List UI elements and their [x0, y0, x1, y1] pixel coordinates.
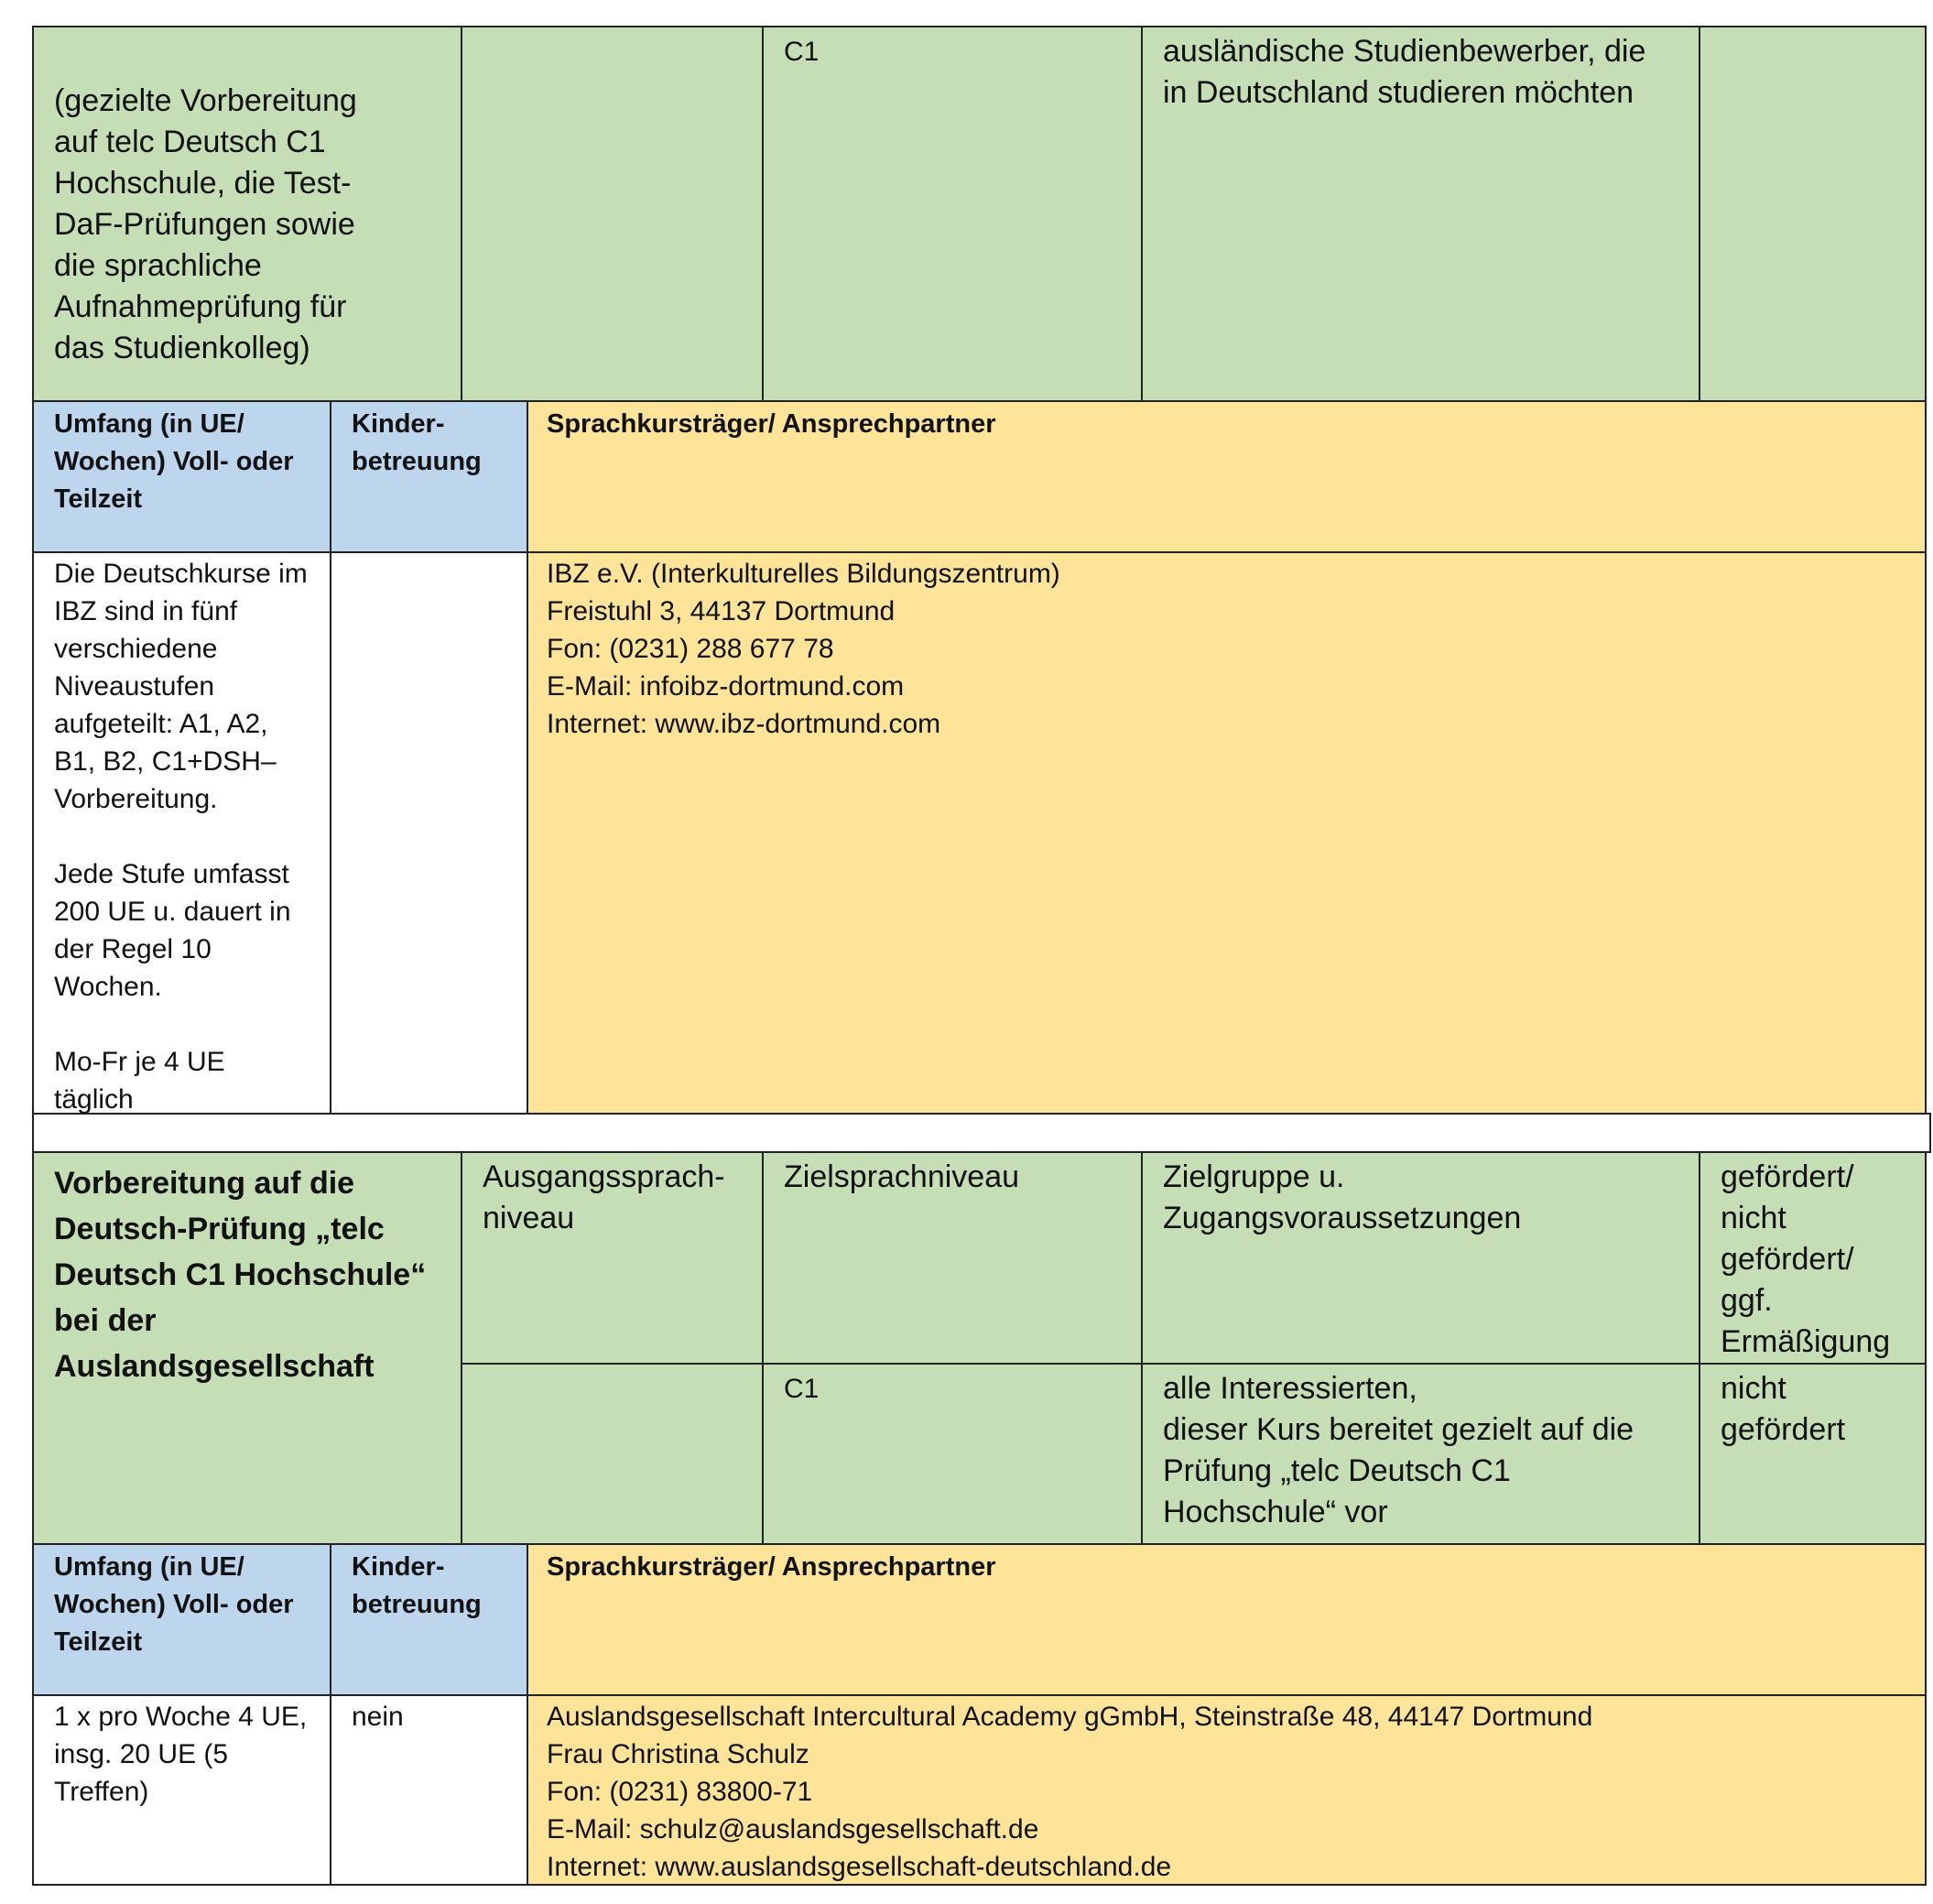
s2-funding-header: gefördert/ nicht gefördert/ ggf. Ermäßigung — [1721, 1159, 1891, 1359]
s1-childcare-header: Kinder- betreuung — [352, 409, 482, 476]
s2-target-level: C1 — [784, 1374, 820, 1404]
s2-childcare: nein — [352, 1702, 404, 1732]
s2-provider: Auslandsgesellschaft Intercultural Academy gGmbH, Steinstraße 48, 44147 Dortmund Frau Christina Schulz Fon: (0231) 83800-71 E-Mail: schulz@auslandsgesellschaft.de Internet: www.auslandsgesellschaft-deutschland.de — [547, 1702, 1593, 1882]
s2-funding-header-cell — [1699, 1151, 1927, 1365]
s2-scope-cell — [32, 1694, 331, 1886]
s1-target-group: ausländische Studienbewerber, die in Deutschland studieren möchten — [1163, 34, 1646, 110]
s1-childcare-header-cell — [330, 400, 528, 553]
s1-provider-header: Sprachkursträger/ Ansprechpartner — [547, 409, 996, 439]
s2-title-cell — [32, 1151, 462, 1545]
s2-target-group-header-cell — [1141, 1151, 1700, 1365]
s2-title: Vorbereitung auf die Deutsch-Prüfung „telc Deutsch C1 Hochschule“ bei der Auslandsgesellschaft — [54, 1166, 427, 1384]
s2-target-group-header: Zielgruppe u. Zugangsvoraussetzungen — [1163, 1159, 1522, 1235]
s2-provider-cell — [527, 1694, 1927, 1886]
s2-funding: nicht gefördert — [1721, 1371, 1846, 1447]
s1-provider-cell — [527, 551, 1927, 1115]
s2-childcare-cell — [330, 1694, 528, 1886]
s1-start-level-cell — [461, 26, 764, 402]
s2-start-level-header-cell — [461, 1151, 764, 1365]
s2-funding-cell — [1699, 1363, 1927, 1545]
s2-provider-header: Sprachkursträger/ Ansprechpartner — [547, 1552, 996, 1582]
s2-scope-header-cell — [32, 1543, 331, 1696]
s2-childcare-header-cell — [330, 1543, 528, 1696]
s1-course-desc: (gezielte Vorbereitung auf telc Deutsch C1 Hochschule, die Test- DaF-Prüfungen sowie die sprachliche Aufnahmeprüfung für das Studienkolleg) — [54, 83, 357, 365]
s1-provider: IBZ e.V. (Interkulturelles Bildungszentrum) Freistuhl 3, 44137 Dortmund Fon: (0231) 288 677 78 E-Mail: infoibz-dortmund.com Internet: www.ibz-dortmund.com — [547, 559, 1060, 739]
s2-target-level-cell — [762, 1363, 1143, 1545]
s1-target-group-cell — [1141, 26, 1700, 402]
s1-course-desc-cell — [32, 26, 462, 402]
s2-target-level-header-cell — [762, 1151, 1143, 1365]
s1-target-level: C1 — [784, 37, 820, 67]
s1-scope-cell — [32, 551, 331, 1115]
s1-scope-header: Umfang (in UE/ Wochen) Voll- oder Teilzeit — [54, 409, 294, 514]
spacer-row — [32, 1113, 1931, 1153]
s2-target-group: alle Interessierten, dieser Kurs bereitet gezielt auf die Prüfung „telc Deutsch C1 Hochschule“ vor — [1163, 1371, 1634, 1529]
s1-target-level-cell — [762, 26, 1143, 402]
s2-scope: 1 x pro Woche 4 UE, insg. 20 UE (5 Treffen) — [54, 1702, 308, 1807]
s2-childcare-header: Kinder- betreuung — [352, 1552, 482, 1619]
s2-provider-header-cell — [527, 1543, 1927, 1696]
s1-childcare-cell — [330, 551, 528, 1115]
s1-scope-header-cell — [32, 400, 331, 553]
s1-funding-cell — [1699, 26, 1927, 402]
s2-start-level-header: Ausgangssprach- niveau — [483, 1159, 725, 1235]
s2-target-group-cell — [1141, 1363, 1700, 1545]
s1-scope: Die Deutschkurse im IBZ sind in fünf verschiedene Niveaustufen aufgeteilt: A1, A2, B1, B2, C1+DSH– Vorbereitung. Jede Stufe umfasst 200 UE u. dauert in der Regel 10 Wochen. Mo-Fr je 4 UE täglich — [54, 559, 308, 1115]
s2-target-level-header: Zielsprachniveau — [784, 1159, 1020, 1194]
s1-provider-header-cell — [527, 400, 1927, 553]
s2-scope-header: Umfang (in UE/ Wochen) Voll- oder Teilzeit — [54, 1552, 294, 1657]
s2-start-level-cell — [461, 1363, 764, 1545]
